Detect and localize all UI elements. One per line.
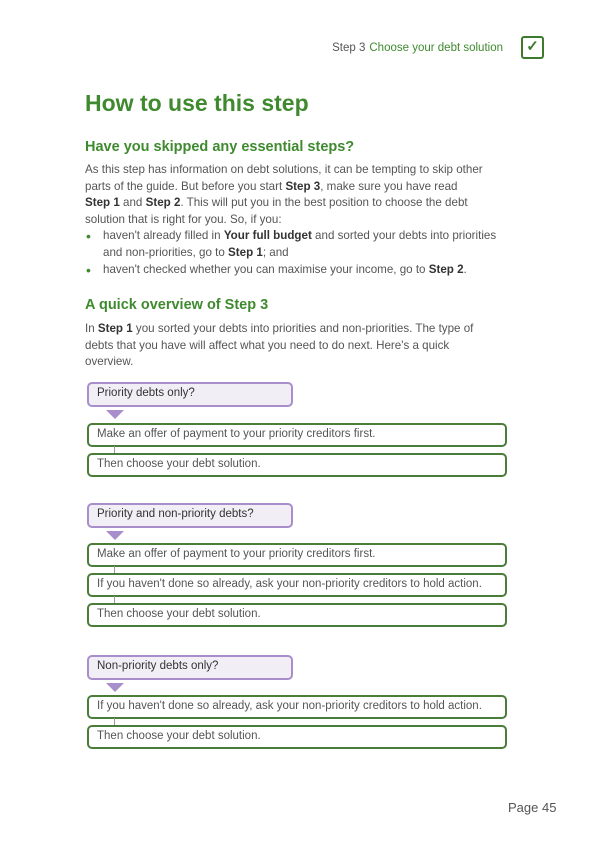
section-heading-overview: A quick overview of Step 3 (85, 297, 269, 313)
flow-step: Make an offer of payment to your priority creditors first. (87, 543, 507, 567)
checkbox-tick-icon: ✓ (521, 36, 544, 59)
flow-step: If you haven't done so already, ask your non-priority creditors to hold action. (87, 573, 507, 597)
flow-step: Then choose your debt solution. (87, 725, 507, 749)
header-step: Step 3 (332, 42, 366, 54)
running-header (300, 42, 503, 54)
flow-step: Make an offer of payment to your priority creditors first. (87, 423, 507, 447)
flow-question: Non-priority debts only? (87, 655, 293, 680)
arrow-down-icon (106, 531, 124, 540)
section-heading-skipped: Have you skipped any essential steps? (85, 139, 355, 155)
bullet-item: • haven't already filled in Your full budget and sorted your debts into priorities and non-priorities, go to Step 1; and (85, 228, 505, 261)
flow-step: If you haven't done so already, ask your non-priority creditors to hold action. (87, 695, 507, 719)
flow-step: Then choose your debt solution. (87, 603, 507, 627)
flow-step: Then choose your debt solution. (87, 453, 507, 477)
flow-question: Priority and non-priority debts? (87, 503, 293, 528)
bullet-list (85, 228, 505, 280)
header-title: Choose your debt solution (369, 42, 503, 54)
page-title: How to use this step (85, 90, 309, 116)
arrow-down-icon (106, 410, 124, 419)
overview-paragraph: In Step 1 you sorted your debts into priorities and non-priorities. The type of debts that you have will affect what you need to do next. Here's a quick overview. (85, 322, 474, 368)
bullet-item: • haven't checked whether you can maximise your income, go to Step 2. (85, 262, 505, 279)
page-number: Page 45 (508, 800, 557, 815)
arrow-down-icon (106, 683, 124, 692)
intro-paragraph: As this step has information on debt solutions, it can be tempting to skip other parts of the guide. But before you start Step 3, make sure you have read Step 1 and Step 2. This will put you in the best position to choose the debt solution that is right for you. So, if you: (85, 163, 483, 226)
flow-question: Priority debts only? (87, 382, 293, 407)
